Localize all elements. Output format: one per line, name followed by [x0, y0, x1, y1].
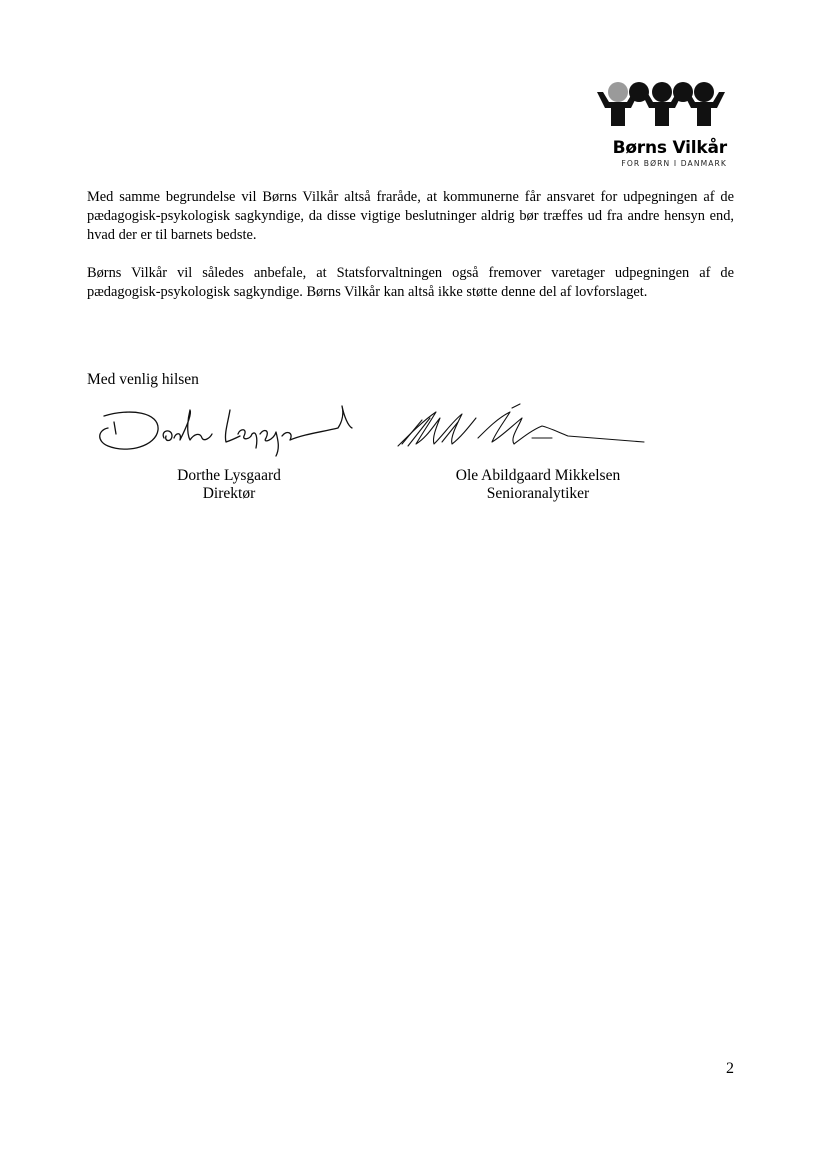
children-figures-icon — [593, 78, 729, 138]
signer-2-title: Senioranalytiker — [486, 485, 590, 502]
signature-dorthe-lysgaard — [90, 394, 360, 464]
signer-1 — [129, 467, 329, 503]
signer-1-name: Dorthe Lysgaard — [177, 467, 281, 484]
paragraph-2: Børns Vilkår vil således anbefale, at Statsforvaltningen også fremover varetager udpegningen af de pædagogisk-psykologisk sagkyndige. Børns Vilkår kan altså ikke støtte denne del af lovforslaget. — [87, 265, 734, 300]
closing-greeting: Med venlig hilsen — [87, 371, 199, 388]
signer-2-name: Ole Abildgaard Mikkelsen — [455, 467, 621, 484]
signature-ole-abildgaard-mikkelsen — [392, 398, 662, 458]
logo-tagline: FOR BØRN I DANMARK — [621, 159, 727, 168]
signer-2 — [418, 467, 658, 503]
signer-1-title: Direktør — [202, 485, 256, 502]
borns-vilkar-logo — [593, 78, 729, 170]
page-number: 2 — [726, 1060, 734, 1077]
paragraph-1: Med samme begrundelse vil Børns Vilkår altså fraråde, at kommunerne får ansvaret for udpegningen af de pædagogisk-psykologisk sagkyndige, da disse vigtige beslutninger aldrig bør træffes ud fra andre hensyn end, hvad der er til barnets bedste. — [87, 189, 734, 243]
logo-name: Børns Vilkår — [612, 138, 727, 158]
